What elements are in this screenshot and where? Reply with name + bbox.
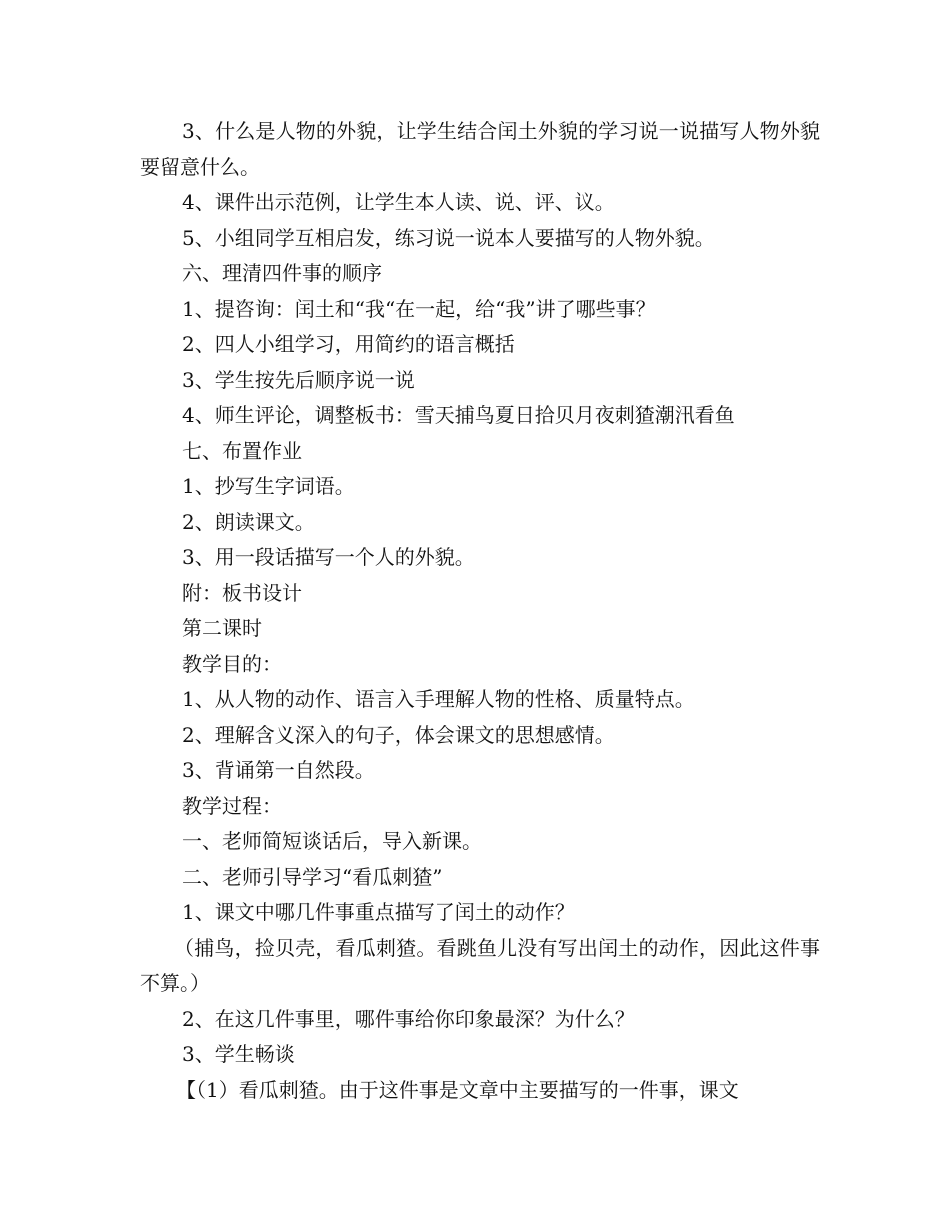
- paragraph-item-4-board: 4、师生评论，调整板书：雪天捕鸟夏日拾贝月夜刺猹潮汛看鱼: [182, 403, 735, 427]
- paragraph-board-design: 附：板书设计: [182, 580, 302, 605]
- paragraph-item-3-order: 3、学生按先后顺序说一说: [182, 367, 415, 392]
- section-heading-process: 教学过程：: [182, 793, 282, 818]
- section-heading-six: 六、理清四件事的顺序: [182, 261, 382, 285]
- section-heading-seven: 七、布置作业: [182, 438, 302, 463]
- paragraph-discussion: 3、学生畅谈: [182, 1042, 295, 1066]
- paragraph-homework-3: 3、用一段话描写一个人的外貌。: [182, 545, 475, 569]
- paragraph-step-one: 一、老师简短谈话后，导入新课。: [182, 829, 482, 853]
- paragraph-item-5-group-practice: 5、小组同学互相启发，练习说一说本人要描写的人物外貌。: [182, 225, 715, 250]
- paragraph-item-2-group-study: 2、四人小组学习，用简约的语言概括: [182, 332, 515, 356]
- paragraph-objective-3: 3、背诵第一自然段。: [182, 758, 375, 782]
- paragraph-item-3-appearance: 3、什么是人物的外貌，让学生结合闰土外貌的学习说一说描写人物外貌要留意什么。: [140, 119, 820, 179]
- section-heading-objectives: 教学目的：: [182, 651, 282, 676]
- paragraph-objective-1: 1、从人物的动作、语言入手理解人物的性格、质量特点。: [182, 687, 695, 711]
- paragraph-item-4-example: 4、课件出示范例，让学生本人读、说、评、议。: [182, 190, 615, 214]
- paragraph-item-1-question: 1、提咨询：闰土和“我“在一起，给“我”讲了哪些事？: [182, 296, 656, 321]
- paragraph-answer-note: （捕鸟，捡贝壳，看瓜刺猹。看跳鱼儿没有写出闰土的动作，因此这件事不算。）: [140, 935, 820, 995]
- section-heading-second-lesson: 第二课时: [182, 616, 262, 640]
- paragraph-homework-1: 1、抄写生字词语。: [182, 474, 355, 498]
- paragraph-discussion-1: 【（1）看瓜刺猹。由于这件事是文章中主要描写的一件事，课文: [176, 1077, 739, 1102]
- paragraph-step-two: 二、老师引导学习“看瓜刺猹”: [182, 864, 443, 889]
- paragraph-question-1: 1、课文中哪几件事重点描写了闰土的动作？: [182, 900, 575, 924]
- paragraph-objective-2: 2、理解含义深入的句子，体会课文的思想感情。: [182, 722, 615, 747]
- paragraph-homework-2: 2、朗读课文。: [182, 509, 315, 534]
- paragraph-question-2: 2、在这几件事里，哪件事给你印象最深？为什么？: [182, 1006, 635, 1031]
- document-body: [140, 114, 820, 1108]
